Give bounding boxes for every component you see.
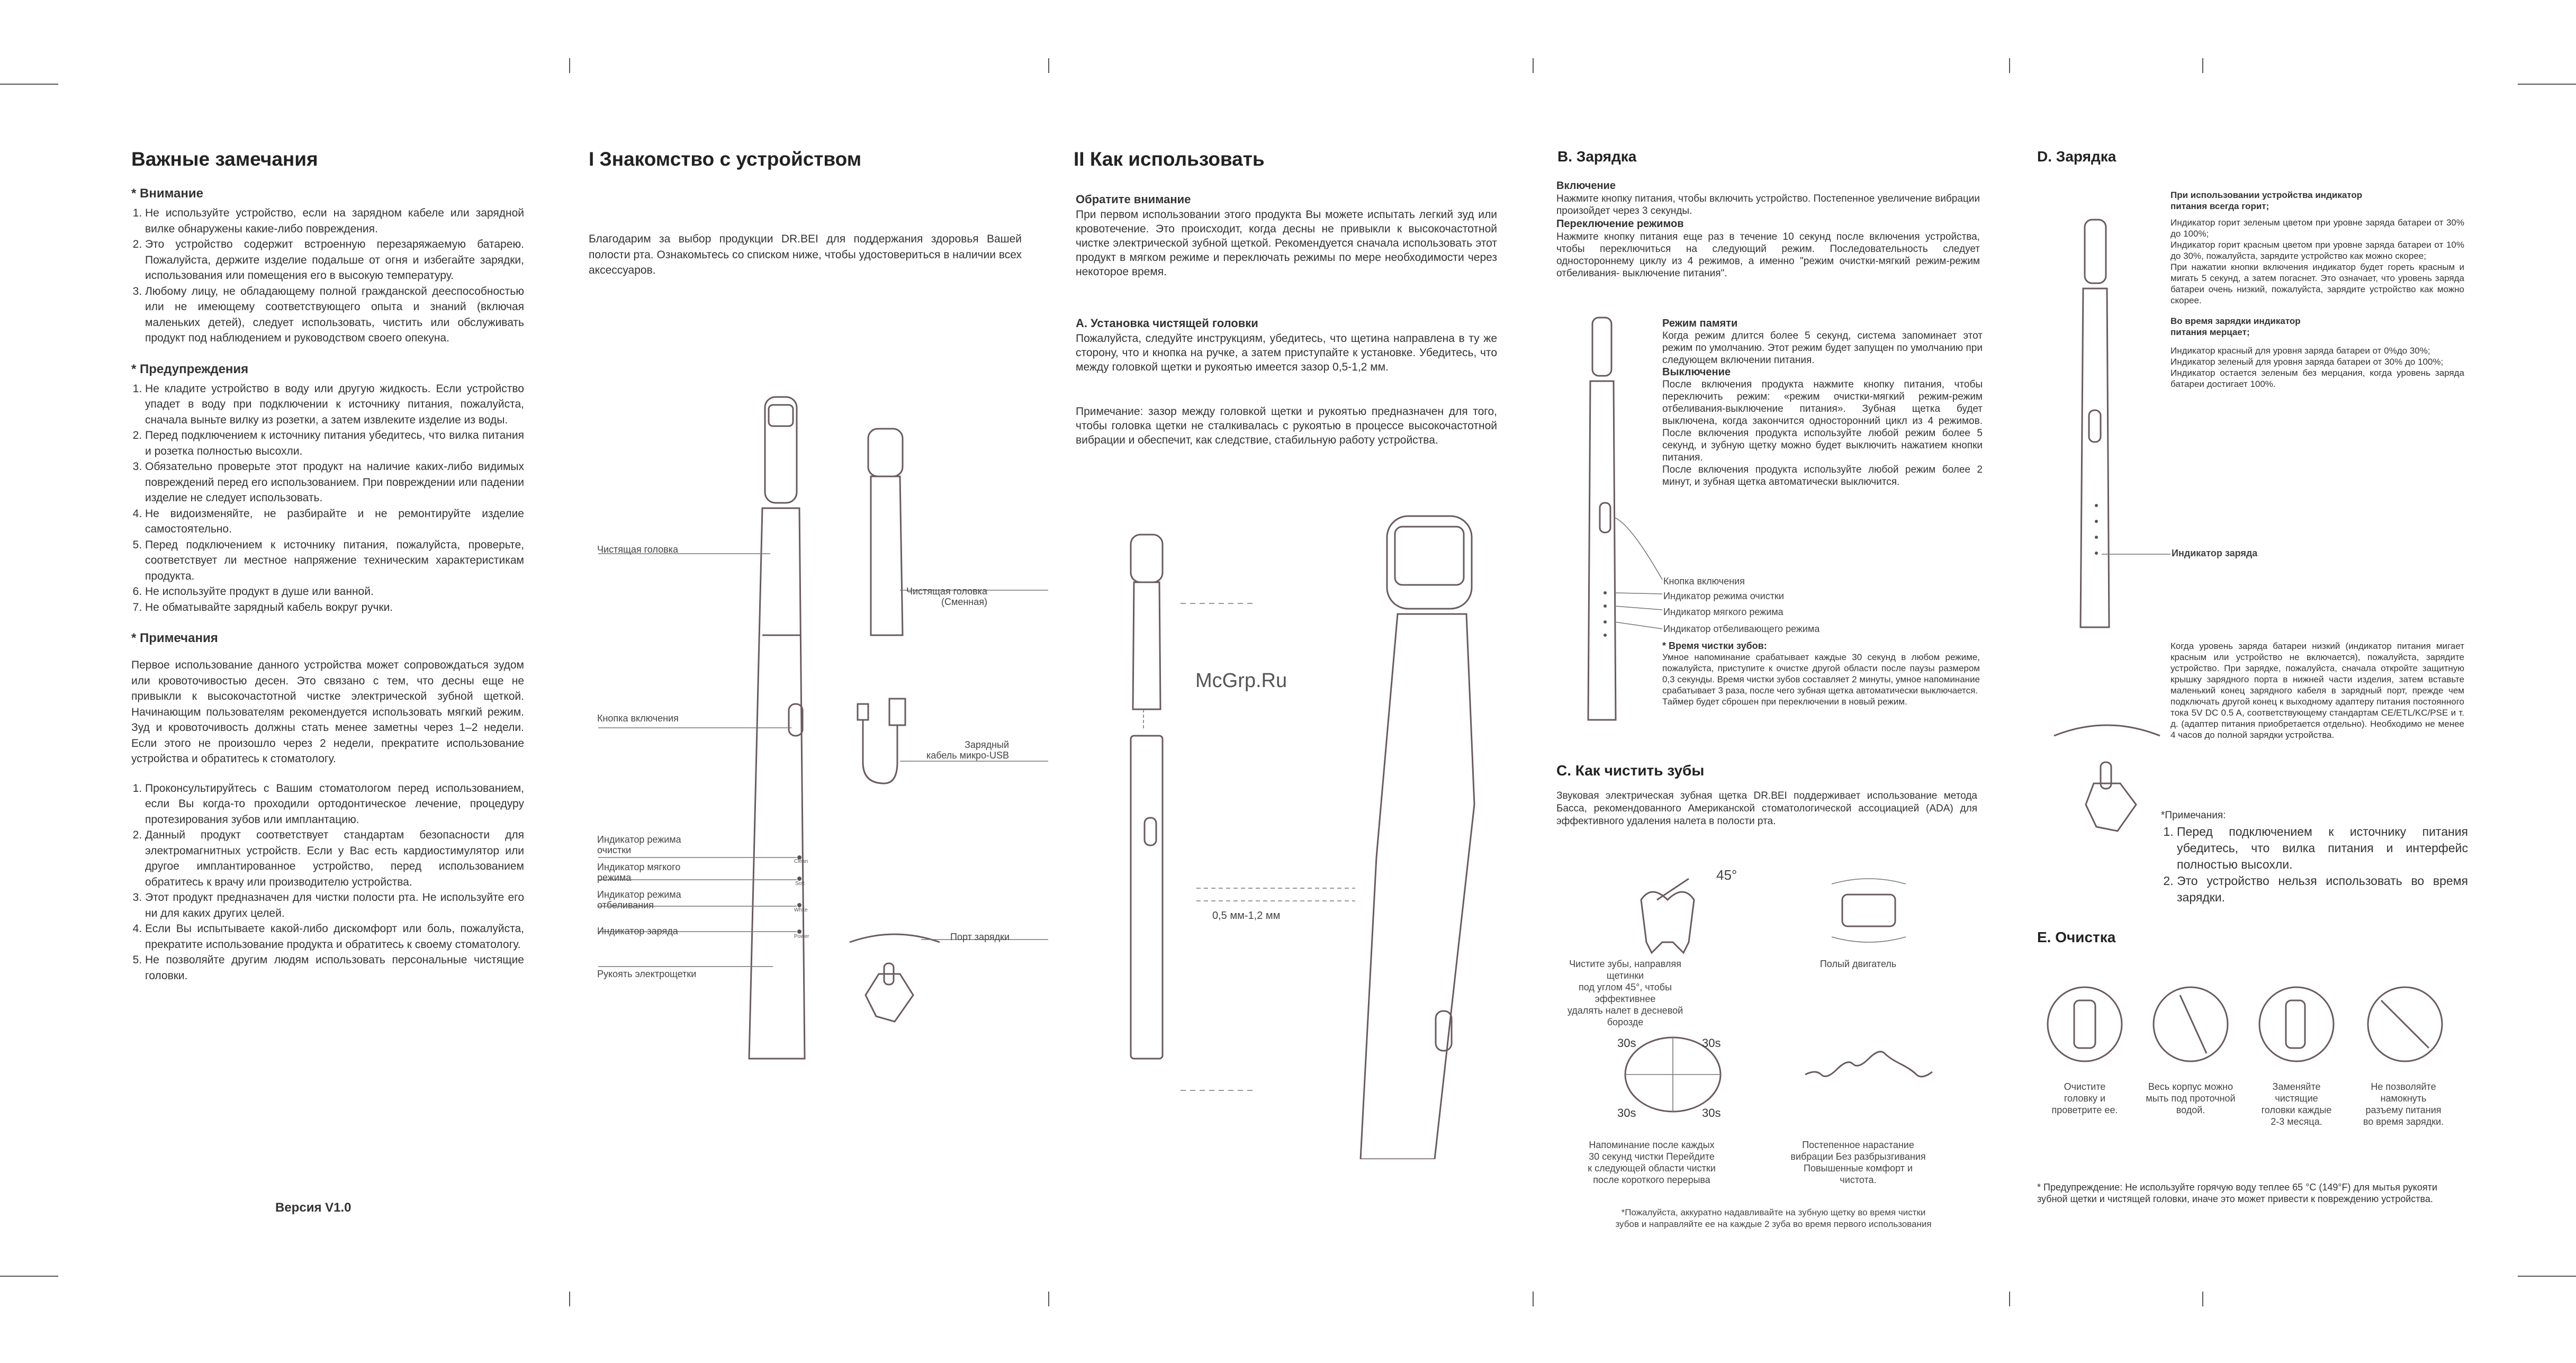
low-battery-text: Когда уровень заряда батареи низкий (индикатор питания мигает красным или устройство не включается), пожалуйста, зарядите устройство. При зарядке, пожалуйста, сначала откройте защитную крышку зарядного порта в нижней части изделия, затем вставьте маленький конец зарядного кабеля в зарядный порт, прежде чем подключать другой конец к выходному адаптеру питания постоянного тока 5V DC 0.5 A, соответствующему стандартам CE/ETL/KC/PSE и т. д. (адаптер питания приобретается отдельно). Необходимо не менее 4 часов до полной зарядки устройства. xyxy=(2170,641,2464,740)
list-item: 1. Проконсультируйтесь с Вашим стоматологом перед использованием, если Вы когда-то проходили ортодонтическое лечение, процедуру протезирования зубов или имплантацию. xyxy=(145,781,524,828)
wash-body-icon xyxy=(2154,987,2228,1061)
white-indicator-dot xyxy=(797,903,801,907)
list-item: 1. Перед подключением к источнику питания убедитесь, что вилка питания и интерфейс полностью высохли. xyxy=(2177,824,2468,873)
gap-label: 0,5 мм-1,2 мм xyxy=(1212,910,1281,922)
list-item: 1. Не используйте устройство, если на зарядном кабеле или зарядной вилке обнаружены какие-либо повреждения. xyxy=(145,205,524,237)
label-charge-indicator-d: Индикатор заряда xyxy=(2172,548,2258,558)
indicator-info-block xyxy=(2170,189,2464,390)
timer-title-text: Время чистки зубов: xyxy=(1669,640,1767,651)
notes-list xyxy=(131,781,524,984)
label-charge-indicator: Индикатор заряда xyxy=(597,926,678,936)
brushing-footnote: *Пожалуйста, аккуратно надавливайте на зубную щетку во время чистки зубов и направляйте ее на каждые 2 зуба во время первого использования xyxy=(1615,1207,1932,1229)
asterisk-icon: * xyxy=(2161,810,2165,821)
switch-mode-title: Переключение режимов xyxy=(1556,218,1684,230)
big-brush xyxy=(1361,516,1474,1159)
list-item: 5. Перед подключением к источнику питания, пожалуйста, проверьте, соответствует ли местное напряжение техническим характеристикам продукта. xyxy=(145,537,524,584)
always-on-title: При использовании устройства индикатор питания всегда горит; xyxy=(2170,190,2363,211)
notes-title: * Примечания xyxy=(131,631,218,645)
charging-notes-list xyxy=(2161,824,2468,906)
timer-title xyxy=(1662,640,1980,652)
label-brush-head: Чистящая головка xyxy=(597,544,678,555)
caption-bass-method: Чистите зубы, направляя щетинки под углом 45°, чтобы эффективнее удалять налет в десневой борозде xyxy=(1567,959,1683,1027)
label-b-white-indicator: Индикатор отбеливающего режима xyxy=(1663,624,1820,634)
caption-vibration: Постепенное нарастание вибрации Без разбрызгивания Повышенные комфорт и чистота. xyxy=(1790,1140,1926,1185)
list-item: 7. Не обматывайте зарядный кабель вокруг ручки. xyxy=(145,600,524,616)
zone-30s-br: 30s xyxy=(1702,1106,1721,1120)
angle-label: 45° xyxy=(1716,867,1737,883)
fold-mark xyxy=(569,1292,570,1306)
charge-indicator-dot xyxy=(797,929,801,934)
crop-mark xyxy=(0,1276,58,1277)
blink-text: Индикатор красный для уровня заряда батареи от 0%до 30%; Индикатор зеленый для уровня заряда батареи от 30% до 100%; Индикатор остается зеленым без мерцания, когда уровень заряда батареи достигает 100%. xyxy=(2170,346,2464,389)
install-diagram xyxy=(1101,508,1503,1159)
how-to-use-title: II Как использовать xyxy=(1074,148,1265,170)
how-to-use-column xyxy=(1074,148,1497,446)
list-item: 2. Это устройство нельзя использовать во время зарядки. xyxy=(2177,873,2468,906)
list-item: 5. Не позволяйте другим людям использовать персональные чистящие головки. xyxy=(145,952,524,983)
timer-text: Умное напоминание срабатывает каждые 30 секунд в любом режиме, пожалуйста, приступите к очистке другой области после паузы размером 0,3 секунды. Время чистки зубов составляет 2 минуты, умное напоминание срабатывает 3 раза, после чего зубная щетка автоматически выключается. Таймер будет сброшен при переключении в новый режим. xyxy=(1662,652,1980,707)
power-off-text: После включения продукта нажмите кнопку питания, чтобы переключить режим: «режим очистки-мягкий режим-режим отбеливания-выключение питания». Зубная щетка будет выключена, когда закончится односторонний цикл из 4 режимов. После включения продукта используйте любой режим более 5 секунд, и зубную щетку можно будет выключить нажатием кнопки питания. После включения продукта используйте любой режим более 2 минут, и зубная щетка автоматически выключится. xyxy=(1662,379,1983,488)
caption-timer: Напоминание после каждых 30 секунд чистки Перейдите к следующей области чистки после короткого перерыва xyxy=(1588,1140,1716,1185)
howto-text: Звуковая электрическая зубная щетка DR.BEI поддерживает использование метода Басса, рекомендованного Американской стоматологической ассоциацией (ADA) для эффективного удаления налета в полости рта. xyxy=(1556,790,1977,827)
charging-d-brush xyxy=(2054,209,2181,633)
label-usb-cable: Зарядный кабель микро-USB xyxy=(926,739,1010,761)
fold-mark xyxy=(1048,58,1049,73)
cleaning-caption-1: Очистите головку и проветрите ее. xyxy=(2051,1081,2118,1115)
charging-notes-block xyxy=(2161,810,2468,906)
label-b-soft-indicator: Индикатор мягкого режима xyxy=(1663,607,1784,617)
fold-mark xyxy=(2202,58,2203,73)
power-on-title: Включение xyxy=(1556,180,1616,192)
notes-paragraph: Первое использование данного устройства может сопровождаться зудом или кровоточивостью десен. Это связано с тем, что десны еще не привыкли к высокочастотной чистке электрической зубной щеткой. Начинающим пользователям рекомендуется использовать мягкий режим. Зуд и кровоточивость должны стать менее заметны через 1–2 недели. Если этого не произошло через 2 недели, прекратите использование устройства и обратитесь к стоматологу. xyxy=(131,659,524,765)
attention-subtitle: Обратите внимание xyxy=(1076,193,1191,206)
fold-mark xyxy=(1533,1292,1534,1306)
zone-30s-bl: 30s xyxy=(1617,1106,1636,1120)
warnings-list xyxy=(131,381,524,616)
cleaning-caption-3: Заменяйте чистящие головки каждые 2-3 месяца. xyxy=(2261,1081,2332,1127)
label-charging-port: Порт зарядки xyxy=(950,932,1010,942)
label-b-clean-indicator: Индикатор режима очистки xyxy=(1663,591,1784,601)
crop-mark xyxy=(2518,1276,2576,1277)
icon-text-clean: Clean xyxy=(794,859,808,864)
asterisk-icon: * xyxy=(2037,1182,2044,1193)
label-handle: Рукоять электрощетки xyxy=(597,969,697,979)
label-white-indicator: Индикатор режима отбеливания xyxy=(597,889,681,910)
charging-b-title: B. Зарядка xyxy=(1557,148,1637,165)
zone-30s-tl: 30s xyxy=(1617,1036,1636,1050)
charging-notes-title xyxy=(2161,810,2468,822)
cleaning-warning-text: Предупреждение: Не используйте горячую воду теплее 65 °C (149°F) для мытья рукояти зубной щетки и чистящей головки, иначе это может привести к повреждению устройства. xyxy=(2037,1182,2437,1204)
rinse-head-icon xyxy=(2048,987,2122,1061)
icon-text-power: Power xyxy=(794,934,809,940)
icon-text-soft: Soft xyxy=(795,881,805,887)
device-diagram xyxy=(582,381,1048,1069)
tooth-angle-diagram xyxy=(1641,879,1694,953)
small-handle xyxy=(1131,736,1163,1059)
device-intro-title: I Знакомство с устройством xyxy=(589,148,862,170)
memory-mode-title: Режим памяти xyxy=(1662,318,1738,329)
usb-cable xyxy=(858,699,905,783)
memory-mode-block xyxy=(1662,318,1983,488)
device-intro-text: Благодарим за выбор продукции DR.BEI для поддержания здоровья Вашей полости рта. Ознакомьтесь со списком ниже, чтобы удостовериться в наличии всех аксессуаров. xyxy=(589,233,1022,276)
always-on-text: Индикатор горит зеленым цветом при уровне заряда батареи от 30% до 100%; Индикатор горит красным цветом при уровне заряда батареи от 10% до 30%, пожалуйста, зарядите устройство как можно скорее; При нажатии кнопки включения индикатор будет гореть красным и мигать 5 секунд, а затем погаснет. Это означает, что уровень заряда батареи очень низкий, пожалуйста, зарядите устройство как можно скорее. xyxy=(2170,218,2464,305)
memory-mode-text: Когда режим длится более 5 секунд, система запоминает этот режим по умолчанию. Этот режим будет запущен по умолчанию при следующем включении питания. xyxy=(1662,330,1983,366)
cleaning-caption-2: Весь корпус можно мыть под проточной водой. xyxy=(2146,1081,2236,1115)
label-spare-head: Чистящая головка (Сменная) xyxy=(906,586,987,607)
list-item: 6. Не используйте продукт в душе или ванной. xyxy=(145,584,524,600)
fold-mark xyxy=(1533,58,1534,73)
power-on-text: Нажмите кнопку питания, чтобы включить устройство. Постепенное увеличение вибрации произойдет через 3 секунды. xyxy=(1556,193,1980,216)
howto-title: C. Как чистить зубы xyxy=(1556,762,1705,779)
install-note: Примечание: зазор между головкой щетки и рукоятью предназначен для того, чтобы головка щетки не сталкивалась с рукоятью в процессе высокочастотной вибрации и обеспечит, как следствие, стабильную работу устройства. xyxy=(1076,405,1497,446)
icon-text-white: White xyxy=(794,907,808,913)
spare-brush-head xyxy=(868,429,903,635)
label-soft-indicator: Индикатор мягкого режима xyxy=(597,862,681,883)
switch-mode-text: Нажмите кнопку питания еще раз в течение 10 секунд после включения устройства, чтобы переключиться на следующий режим. Последовательность следует одностороннему циклу из 4 режимов, а именно "режим очистки-мягкий режим-режим отбеливания- выключение питания". xyxy=(1556,231,1980,279)
blink-title: Во время зарядки индикатор питания мерцает; xyxy=(2170,316,2301,337)
timer-block xyxy=(1662,640,1980,707)
label-clean-indicator: Индикатор режима очистки xyxy=(597,834,681,855)
list-item: 3. Любому лицу, не обладающему полной гражданской дееспособностью или не имеющему соответствующего опыта и знаний (включая маленьких детей), следует использовать, чистить или обслуживать продукт под наблюдением и руководством своего опекуна. xyxy=(145,284,524,346)
charging-usage-column xyxy=(1556,148,1980,279)
charging-port-d-diagram xyxy=(2043,704,2170,842)
attention-text: При первом использовании этого продукта Вы можете испытать легкий зуд или кровотечение. Это происходит, когда десны не привыкли к высокочастотной чистке электрической зубной щеткой. Рекомендуется сначала использовать этот продукт в мягком режиме и переключать режимы по мере необходимости через некоторое время. xyxy=(1076,209,1497,278)
charging-notes-title-text: Примечания: xyxy=(2165,810,2226,821)
install-text: Пожалуйста, следуйте инструкциям, убедитесь, что щетина направлена в ту же сторону, что и кнопка на ручке, а затем приступайте к установке. Убедитесь, что между головкой щетки и рукоятью имеется зазор 0,5-1,2 мм. xyxy=(1076,332,1497,373)
crop-mark xyxy=(2518,84,2576,85)
fold-mark xyxy=(2009,58,2010,73)
label-b-power-button: Кнопка включения xyxy=(1663,576,1745,586)
small-head xyxy=(1131,535,1163,709)
list-item: 4. Не видоизменяйте, не разбирайте и не ремонтируйте изделие самостоятельно. xyxy=(145,506,524,537)
label-power-button: Кнопка включения xyxy=(597,713,679,724)
cleaning-warning xyxy=(2037,1181,2466,1205)
fold-mark xyxy=(2202,1292,2203,1306)
list-item: 3. Обязательно проверьте этот продукт на наличие каких-либо видимых повреждений перед его использованием. При повреждении или падении изделие не следует использовать. xyxy=(145,459,524,506)
warnings-title: * Предупреждения xyxy=(131,362,249,376)
important-notes-title: Важные замечания xyxy=(131,148,318,170)
list-item: 1. Не кладите устройство в воду или другую жидкость. Если устройство упадет в воду при подключении к источнику питания, пожалуйста, сначала выньте вилку из розетки, а затем извлеките изделие из воды. xyxy=(145,381,524,428)
watermark: McGrp.Ru xyxy=(1195,670,1287,692)
charging-d-title: D. Зарядка xyxy=(2037,148,2116,165)
power-off-title: Выключение xyxy=(1662,366,1731,378)
fold-mark xyxy=(2009,1292,2010,1306)
crop-mark xyxy=(0,84,58,85)
list-item: 3. Этот продукт предназначен для чистки полости рта. Не используйте его ни для каких других целей. xyxy=(145,890,524,921)
list-item: 4. Если Вы испытываете какой-либо дискомфорт или боль, пожалуйста, прекратите использование продукта и обратитесь к своему стоматологу. xyxy=(145,921,524,952)
motor-diagram xyxy=(1832,879,1906,942)
cleaning-icons xyxy=(2037,979,2471,1075)
list-item: 2. Данный продукт соответствует стандартам безопасности для электромагнитных устройств. Если у Вас есть кардиостимулятор или другое имплантированное устройство, перед использованием обратитесь к врачу или производителю устройства. xyxy=(145,827,524,890)
vibration-wave xyxy=(1805,1052,1932,1077)
fold-mark xyxy=(569,58,570,73)
important-notes-column xyxy=(131,148,524,983)
install-subtitle: А. Установка чистящей головки xyxy=(1076,317,1258,330)
charging-port-diagram xyxy=(850,934,940,1022)
list-item: 2. Это устройство содержит встроенную перезаряжаемую батарею. Пожалуйста, держите изделие подальше от огня и избегайте зарядки, использования или помещения его в высокую температуру. xyxy=(145,237,524,284)
list-item: 2. Перед подключением к источнику питания убедитесь, что вилка питания и розетка полностью высохли. xyxy=(145,428,524,459)
no-water-charging-icon xyxy=(2368,987,2442,1061)
device-intro-column xyxy=(589,148,1023,278)
cleaning-title: E. Очистка xyxy=(2037,929,2116,945)
soft-indicator-dot xyxy=(797,877,801,881)
attention-title: * Внимание xyxy=(131,186,203,201)
asterisk-icon: * xyxy=(1662,640,1669,651)
howto-block xyxy=(1556,762,1977,828)
attention-list xyxy=(131,205,524,346)
version-label: Версия V1.0 xyxy=(275,1200,352,1215)
caption-motor: Полый двигатель xyxy=(1820,959,1897,969)
charging-d-column xyxy=(2037,148,2471,171)
fold-mark xyxy=(1048,1292,1049,1306)
cleaning-caption-4: Не позволяйте намокнуть разъему питания во время зарядки. xyxy=(2363,1081,2444,1127)
zone-30s-tr: 30s xyxy=(1702,1036,1721,1050)
replace-head-icon xyxy=(2259,987,2334,1061)
